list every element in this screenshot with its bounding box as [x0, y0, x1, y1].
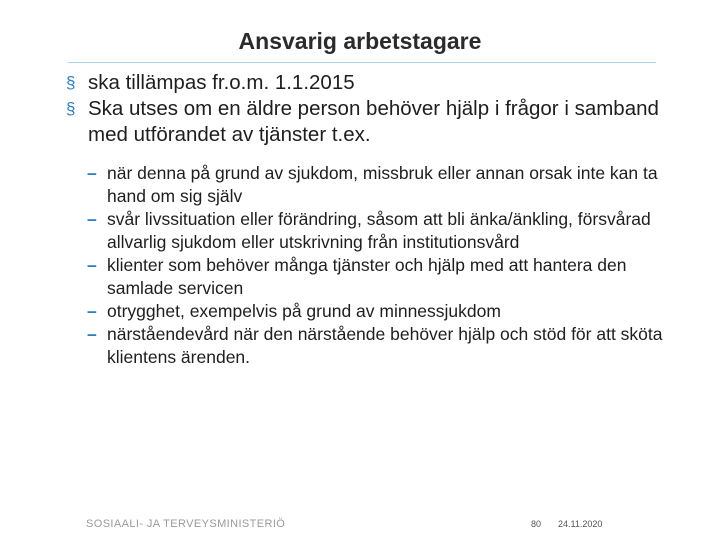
footer-date: 24.11.2020: [558, 519, 603, 529]
footer-ministry-logo: SOSIAALI- JA TERVEYSMINISTERIÖ: [86, 518, 286, 530]
sub-bullet-item: [87, 208, 666, 254]
dash-bullet-icon: –: [87, 301, 97, 321]
sub-bullet-text: när denna på grund av sjukdom, missbruk eller annan orsak inte kan ta hand om sig själv: [107, 163, 658, 206]
title-divider: [68, 62, 656, 63]
dash-bullet-icon: –: [87, 163, 97, 183]
bullet-text: Ska utses om en äldre person behöver hjälp i frågor i samband med utförandet av tjänster t.ex.: [88, 97, 659, 146]
section-bullet-icon: §: [66, 73, 76, 92]
sub-bullet-text: närståendevård när den närstående behöver hjälp och stöd för att sköta klientens ärenden.: [107, 324, 663, 367]
section-bullet-icon: §: [66, 99, 76, 118]
footer-page-number: 80: [531, 519, 542, 529]
sub-bullet-text: klienter som behöver många tjänster och hjälp med att hantera den samlade servicen: [107, 255, 627, 298]
sub-bullet-text: otrygghet, exempelvis på grund av minnessjukdom: [107, 301, 501, 321]
bullet-item: [66, 70, 666, 96]
dash-bullet-icon: –: [87, 324, 97, 344]
bullet-text: ska tillämpas fr.o.m. 1.1.2015: [88, 71, 355, 94]
dash-bullet-icon: –: [87, 255, 97, 275]
slide-content: [66, 70, 666, 369]
bullet-item: [66, 96, 666, 148]
sub-bullet-item: [87, 323, 666, 369]
dash-bullet-icon: –: [87, 209, 97, 229]
sub-bullet-item: [87, 300, 666, 323]
sub-bullet-item: [87, 254, 666, 300]
sub-bullet-list: [66, 162, 666, 369]
sub-bullet-item: [87, 162, 666, 208]
slide-title: Ansvarig arbetstagare: [238, 28, 482, 54]
sub-bullet-text: svår livssituation eller förändring, såsom att bli änka/änkling, försvårad allvarlig sjukdom eller utskrivning från institutionsvård: [107, 209, 651, 252]
